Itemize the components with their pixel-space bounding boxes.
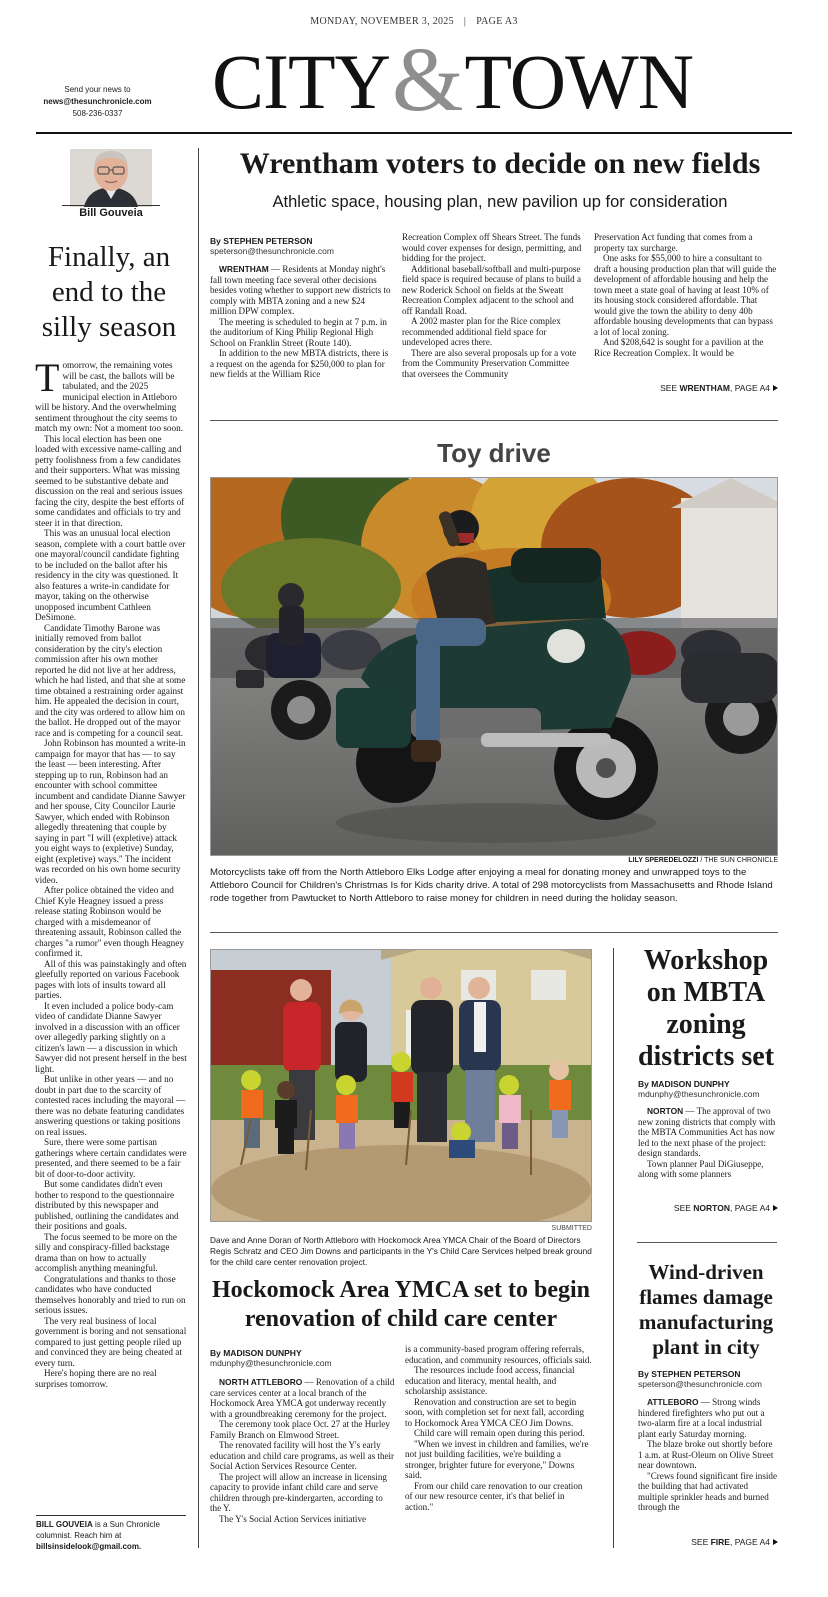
- story-paragraph: ATTLEBORO — Strong winds hindered firefighters who put out a two-alarm fire at a local industrial plant early Saturday morning.: [638, 1397, 765, 1439]
- byline-author: By MADISON DUNPHY: [638, 1079, 730, 1089]
- date-text: MONDAY, NOVEMBER 3, 2025: [310, 16, 454, 27]
- toy-drive-photo[interactable]: [210, 477, 778, 856]
- story-paragraph: Preservation Act funding that comes from a property tax surcharge.: [594, 232, 753, 253]
- column-paragraph: Congratulations and thanks to those candidates who have conducted themselves honorably and tried to run on serious issues.: [35, 1273, 186, 1315]
- photo-credit: SUBMITTED: [551, 1225, 592, 1232]
- lead-column-2: [402, 232, 585, 379]
- story-paragraph: From our child care renovation to our creation of our new resource center, it's that belief in action.": [405, 1480, 583, 1512]
- story-paragraph: In addition to the new MBTA districts, there is a request on the agenda for $250,000 to plan for new fields at the William Rice: [210, 348, 389, 379]
- fire-headline[interactable]: Wind-driven flames damage manufacturing plant in city: [638, 1260, 774, 1359]
- column-paragraph: This local election has been one loaded with excessive name-calling and petty foolishness from a few candidates and their supporters. What was missing seemed to be substantive debate and discussion on the real and serious issues facing the city, despite the best efforts of some candidates and officials to try and steer it in that direction.: [35, 433, 185, 528]
- lead-headline[interactable]: Wrentham voters to decide on new fields: [239, 147, 761, 180]
- story-paragraph: There are also several proposals up for a vote from the Community Preservation Committee that oversees the Community: [402, 347, 577, 379]
- author-note-text: is a Sun Chronicle columnist. Reach him at: [36, 1520, 160, 1540]
- mbta-body: [638, 1106, 778, 1180]
- column-paragraph: Tomorrow, the remaining votes will be cast, the ballots will be tabulated, and the 2025 municipal election in Attleboro will be history. And the overwhelming sentiment throughout the city seems to match my own: Not a moment too soon.: [35, 355, 184, 433]
- toy-drive-caption: Motorcyclists take off from the North Attleboro Elks Lodge after enjoying a meal for donating money and unwrapped toys to the Attleboro Council for Children's Christmas Is for Kids charity drive. A total of 298 motorcyclists from Massachusetts and Rhode Island rode together from Pawtucket to North Attleboro to raise money for children in need during the holiday season.: [210, 867, 773, 904]
- fire-byline: [638, 1369, 788, 1389]
- mbta-headline[interactable]: Workshop on MBTA zoning districts set: [637, 945, 775, 1072]
- story-dateline: NORTH ATTLEBORO: [219, 1377, 303, 1387]
- story-dateline: NORTON: [647, 1106, 684, 1116]
- toy-drive-headline: Toy drive: [437, 438, 551, 468]
- column-paragraph: Here's hoping there are no real surprises tomorrow.: [35, 1368, 157, 1389]
- masthead-city: CITY: [212, 38, 390, 125]
- story-paragraph: The blaze broke out shortly before 1 a.m. at Rust-Oleum on Olive Street near downtown.: [638, 1439, 774, 1470]
- story-paragraph: And $208,642 is sought for a pavilion at the Rice Recreation Complex. It would be: [594, 337, 764, 358]
- photo-credit: LILY SPEREDELOZZI / THE SUN CHRONICLE: [628, 857, 778, 864]
- photographer-name: LILY SPEREDELOZZI: [628, 857, 699, 864]
- author-note-name: BILL GOUVEIA: [36, 1520, 93, 1529]
- column-body: [35, 355, 187, 1389]
- column-footer-rule: [36, 1515, 186, 1516]
- ymca-column-1: [210, 1377, 396, 1524]
- byline-author: By STEPHEN PETERSON: [210, 236, 313, 246]
- dateline-separator: |: [463, 16, 467, 27]
- drop-cap: T: [35, 355, 60, 400]
- column-paragraph: This was an unusual local election season, complete with a court battle over one mayoral/council candidate fighting to be included on the ballot after his residency in the city was questioned. It also features a write-in candidate for mayor, taking on the otherwise unopposed incumbent Cathleen DeSimone.: [35, 528, 186, 622]
- story-paragraph: NORTON — The approval of two new zoning districts that comply with the MBTA Communities Act has now led to the next phase of the project: design standards.: [638, 1106, 776, 1158]
- story-paragraph: The ceremony took place Oct. 27 at the Hurley Family Branch on Elmwood Street.: [210, 1419, 390, 1440]
- masthead-rule: [36, 132, 792, 134]
- story-dateline: WRENTHAM: [219, 264, 269, 274]
- arrow-right-icon: [773, 385, 778, 391]
- story-paragraph: Renovation and construction are set to begin soon, with completion set for next fall, according to Hockomock Area YMCA CEO Jim Downs.: [405, 1396, 585, 1428]
- story-paragraph: is a community-based program offering referrals, education, and community resources, officials said.: [405, 1344, 592, 1365]
- masthead-town: TOWN: [464, 38, 694, 125]
- mbta-byline: [638, 1079, 788, 1099]
- story-paragraph: A 2002 master plan for the Rice complex recommended additional field space for undeveloped acres there.: [402, 316, 561, 347]
- columnist-name: Bill Gouveia: [79, 207, 143, 219]
- lead-deck: Athletic space, housing plan, new pavilion up for consideration: [272, 193, 728, 211]
- section-rule: [210, 420, 778, 421]
- page-number: PAGE A3: [476, 16, 518, 27]
- author-note-email[interactable]: billsinsidelook@gmail.com.: [36, 1542, 142, 1551]
- story-paragraph: The renovated facility will host the Y's early education and child care programs, as well as their Social Action Services Resource Center.: [210, 1440, 395, 1471]
- section-masthead: [212, 28, 694, 130]
- news-contact: [30, 84, 165, 120]
- contact-line: Send your news to: [64, 85, 131, 94]
- masthead-ampersand: &: [391, 28, 463, 130]
- byline-email[interactable]: speterson@thesunchronicle.com: [638, 1379, 762, 1389]
- byline-email[interactable]: speterson@thesunchronicle.com: [210, 246, 334, 256]
- ymca-byline: [210, 1348, 390, 1368]
- story-paragraph: The Y's Social Action Services initiative: [219, 1513, 367, 1524]
- story-paragraph: The resources include food access, financial education and literacy, mental health, and scholarship assistance.: [405, 1365, 575, 1396]
- column-paragraph: The very real business of local government is boring and not sensational compared to just getting people riled up and convinced they are being cheated at every turn.: [35, 1315, 187, 1368]
- story-paragraph: "When we invest in children and families, we're not just building facilities, we're building a stronger, brighter future for everyone," Downs said.: [405, 1438, 589, 1480]
- byline-email[interactable]: mdunphy@thesunchronicle.com: [210, 1358, 332, 1368]
- ymca-headline[interactable]: Hockomock Area YMCA set to begin renovation of child care center: [212, 1277, 590, 1332]
- story-paragraph: "Crews found significant fire inside the building that had activated multiple sprinkler heads and burned through the: [638, 1470, 777, 1512]
- column-divider: [613, 948, 614, 1548]
- column-paragraph: John Robinson has mounted a write-in campaign for mayor that has — to say the least — been interesting. After stepping up to run, Robinson had an encounter with school committee incumbent and candidate Dianne Sawyer and her spouse, City Councilor Laurie Sawyer, which ended with Robinson allegedly threatening that couple by saying in part "I will (expletive) attack you eight ways to (expletive) Sunday, eight (expletive) ways." The incident was recorded on his own home security video.: [35, 738, 186, 885]
- fire-jump-link[interactable]: SEE FIRE, PAGE A4: [630, 1537, 778, 1547]
- lead-jump-link[interactable]: SEE WRENTHAM, PAGE A4: [594, 383, 778, 393]
- column-paragraph: The focus seemed to be more on the silly and conspiracy-filled backstage drama than on how to actually accomplish anything meaningful.: [35, 1231, 177, 1273]
- column-paragraph: All of this was painstakingly and often gleefully reported on various Facebook pages with lots of insults toward all parties.: [35, 958, 187, 1000]
- section-rule: [637, 1242, 777, 1243]
- section-rule: [210, 932, 778, 933]
- column-paragraph: Candidate Timothy Barone was initially removed from ballot consideration by the city's election commission after his own mother reported he did not live at her address, which he had listed, and that she at some time obtained a restraining order against him. He appealed the decision in court, and the city was ordered to allow him on the ballot. He dropped out of the mayor race and is competing for a council seat.: [35, 622, 186, 738]
- column-paragraph: Sure, there were some partisan gatherings where certain candidates were presented, and there seemed to be a fair bit of door-to-door activity.: [35, 1137, 187, 1179]
- story-paragraph: Child care will remain open during this period.: [414, 1428, 585, 1438]
- columnist-name-rule: [62, 205, 160, 206]
- column-paragraph: It even included a police body-cam video of candidate Dianne Sawyer involved in a discussion with an officer over allegedly parking slightly on a citizen's lawn — a discussion in which Sawyer did not present herself in the best light.: [35, 1000, 187, 1074]
- ymca-caption: Dave and Anne Doran of North Attleboro with Hockomock Area YMCA Chair of the Board of Directors Regis Schratz and CEO Jim Downs and participants in the Y's Child Care Services helped break ground for the child care center renovation project.: [210, 1235, 592, 1267]
- story-paragraph: WRENTHAM — Residents at Monday night's fall town meeting face several other decisions besides voting whether to support new districts to comply with MBTA zoning and a new $24 million DPW complex.: [210, 264, 391, 316]
- contact-phone: 508-236-0337: [72, 109, 123, 118]
- byline-author: By STEPHEN PETERSON: [638, 1369, 741, 1379]
- story-paragraph: Additional baseball/softball and multi-purpose field space is required because of plans to build a new Roderick School on fields at the Sweatt Recreation Complex adjacent to the school and off Randall Road.: [402, 263, 582, 316]
- mbta-jump-link[interactable]: SEE NORTON, PAGE A4: [630, 1203, 778, 1213]
- lead-column-1: [210, 264, 393, 380]
- byline-author: By MADISON DUNPHY: [210, 1348, 302, 1358]
- contact-email[interactable]: news@thesunchronicle.com: [43, 97, 152, 106]
- columnist-photo: [70, 149, 152, 207]
- story-paragraph: Town planner Paul DiGiuseppe, along with some planners: [638, 1158, 764, 1179]
- dateline: [0, 16, 828, 27]
- fire-body: [638, 1397, 778, 1513]
- column-divider: [198, 148, 199, 1548]
- story-paragraph: The meeting is scheduled to begin at 7 p.m. in the auditorium of King Philip Regional High School on Franklin Street (Route 140).: [210, 316, 387, 348]
- arrow-right-icon: [773, 1205, 778, 1211]
- column-author-note: [36, 1519, 186, 1552]
- column-paragraph: But some candidates didn't even bother to respond to the questionnaire distributed by this newspaper and published, outlining the candidates and their positions and goals.: [35, 1179, 179, 1231]
- ymca-column-2: [405, 1344, 592, 1512]
- story-dateline: ATTLEBORO: [647, 1397, 699, 1407]
- arrow-right-icon: [773, 1539, 778, 1545]
- story-paragraph: Recreation Complex off Shears Street. The funds would cover expenses for design, permitting, and bidding for the project.: [402, 232, 582, 263]
- story-paragraph: One asks for $55,000 to hire a consultant to draft a housing production plan that will guide the development of affordable housing and help the town meet a state goal of having at least 10% of its housing stock considered affordable. That would give the town the ability to deny 40b affordable housing developments that can bypass a lot of local zoning.: [594, 253, 777, 337]
- story-paragraph: The project will allow an increase in licensing capacity to provide infant child care and serve children through pre-kindergarten, according to the Y.: [210, 1471, 387, 1513]
- story-paragraph: NORTH ATTLEBORO — Renovation of a child care services center at a local branch of the Hockomock Area YMCA got underway recently with a groundbreaking ceremony for the project.: [210, 1377, 395, 1419]
- column-paragraph: But unlike in other years — and no doubt in part due to the scarcity of contested races including the mayoral — there was no debate featuring candidates answering questions or taking positions on real issues.: [35, 1074, 186, 1137]
- lead-byline: [210, 236, 390, 256]
- column-paragraph: After police obtained the video and Chief Kyle Heagney issued a press release stating Robinson would be charged with a misdemeanor of threatening assault, Robinson called the charges "a rumor" even though Heagney confirmed it.: [35, 885, 184, 958]
- byline-email[interactable]: mdunphy@thesunchronicle.com: [638, 1089, 760, 1099]
- column-headline[interactable]: Finally, an end to the silly season: [41, 241, 177, 343]
- lead-column-3: [594, 232, 778, 358]
- ymca-groundbreaking-photo[interactable]: [210, 949, 592, 1222]
